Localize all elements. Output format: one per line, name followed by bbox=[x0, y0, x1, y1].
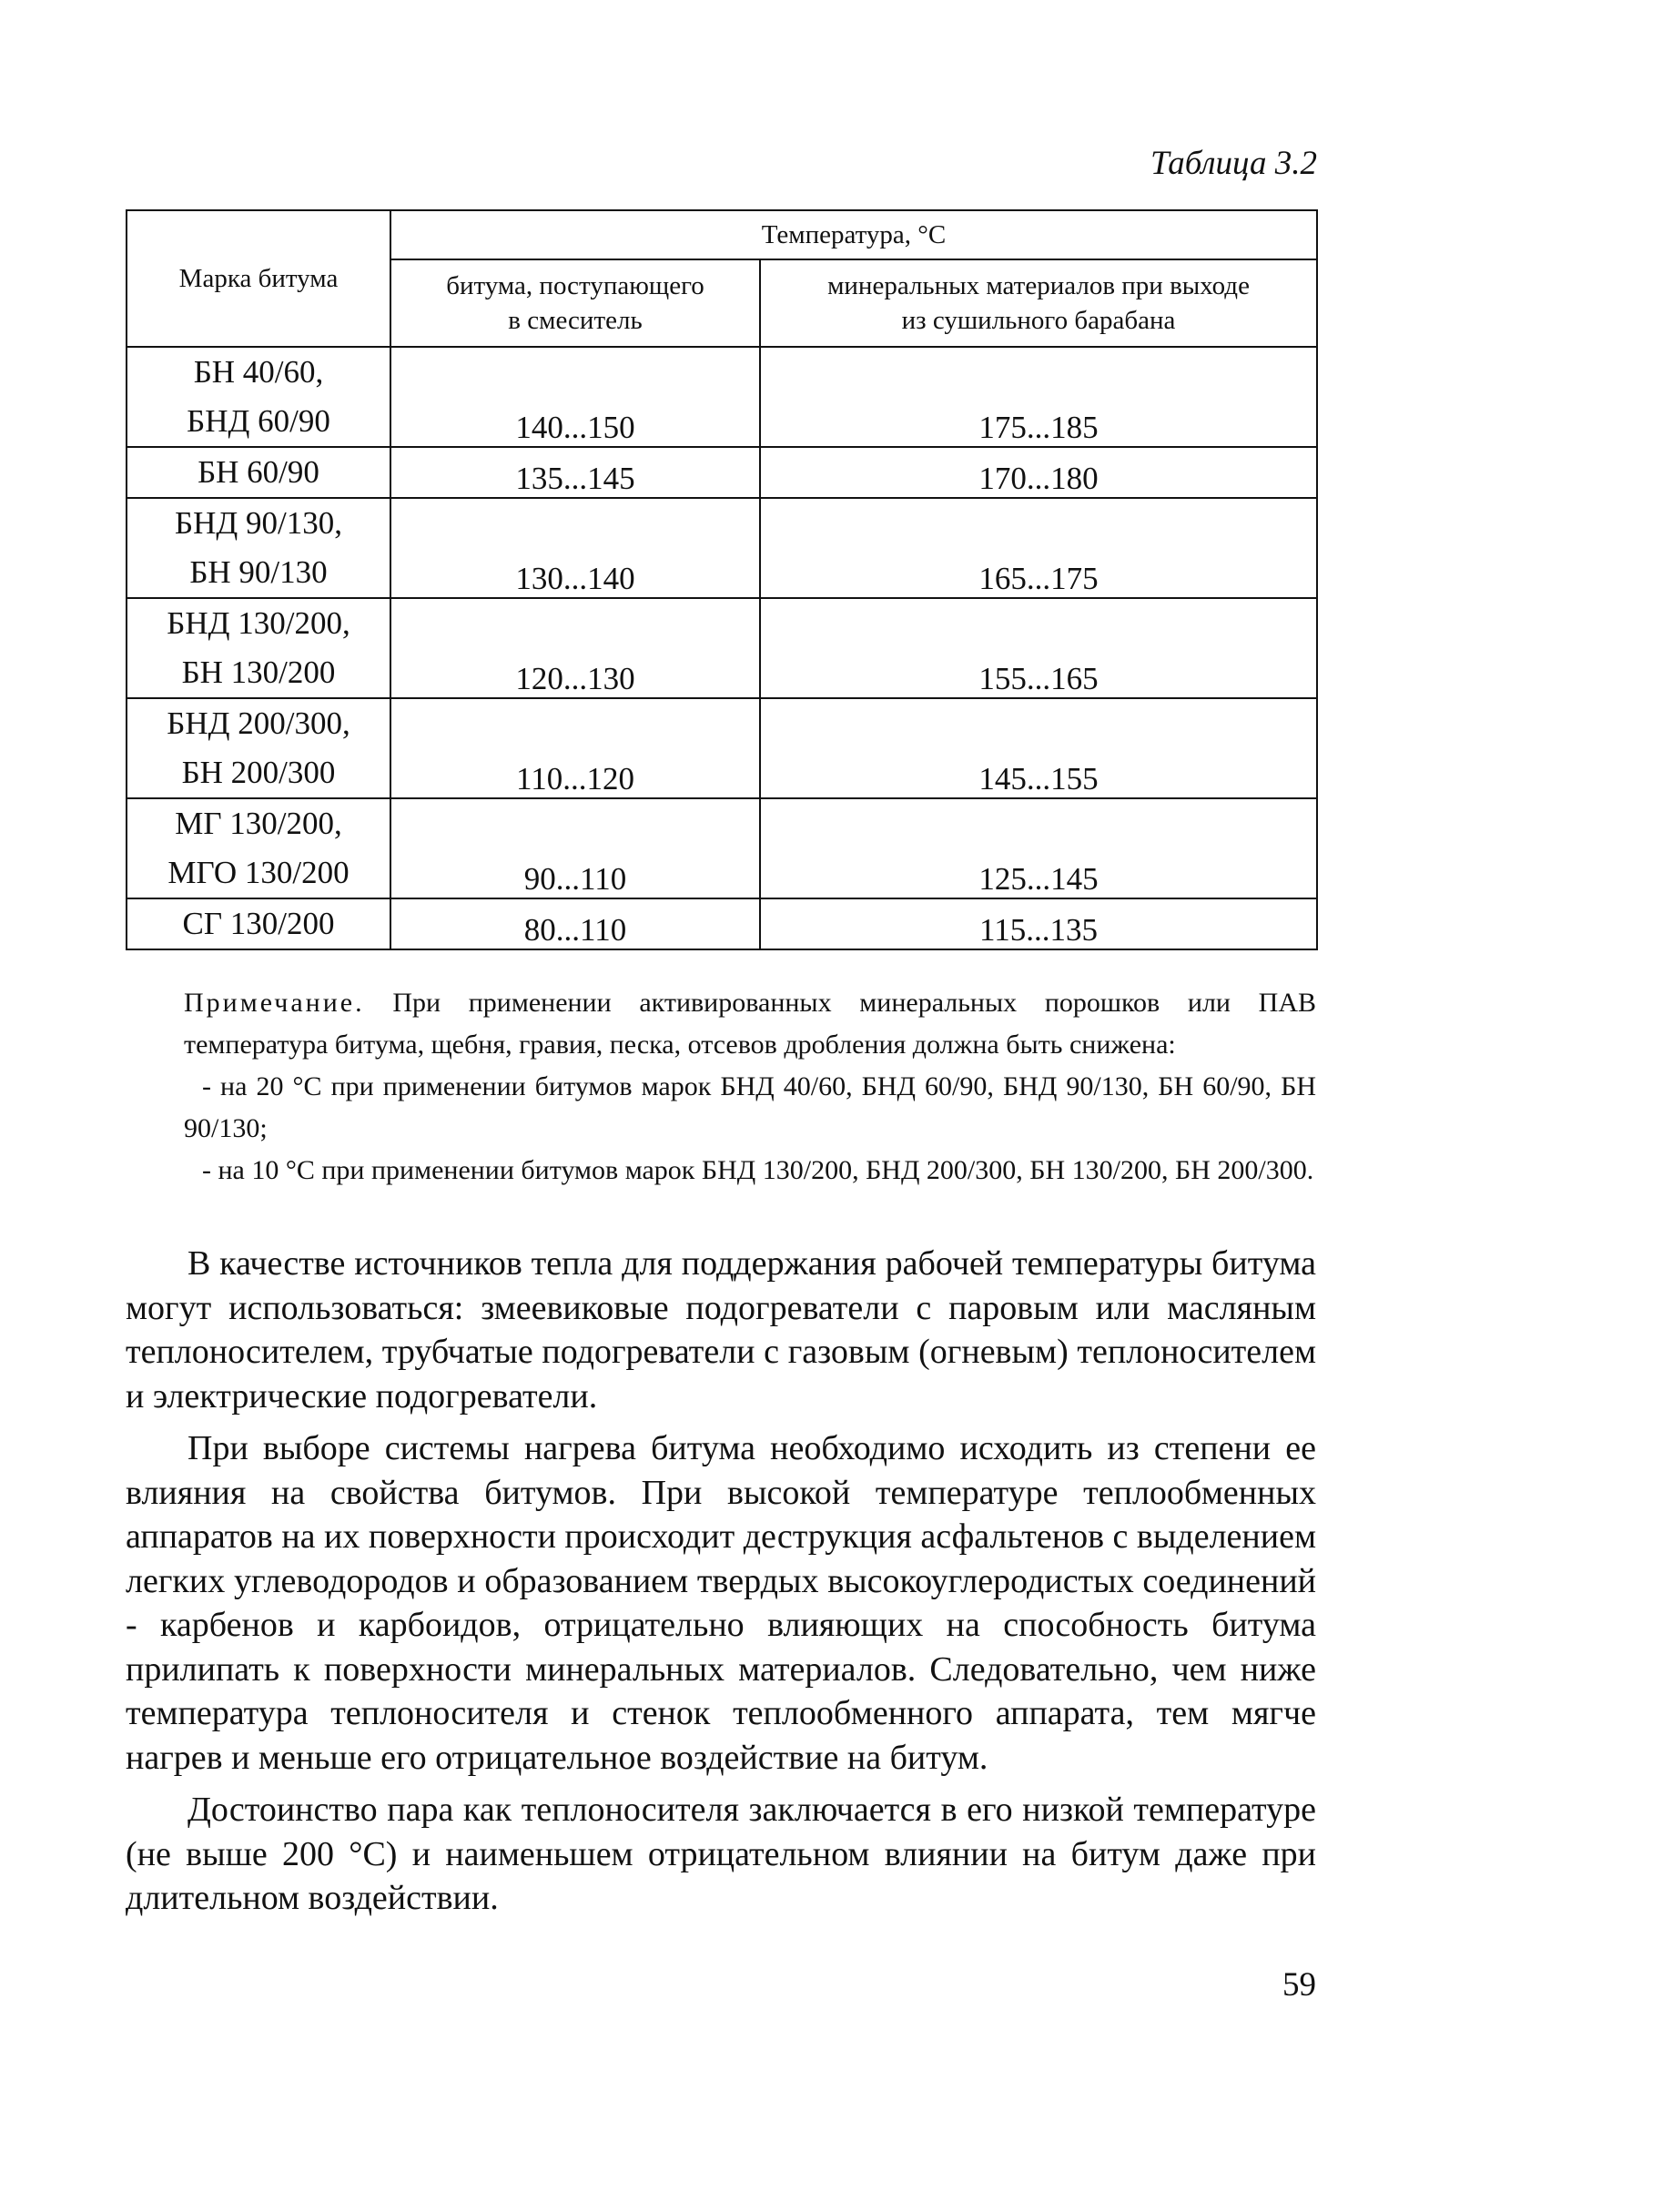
brand-cell bbox=[127, 798, 390, 898]
note-label: Примечание. bbox=[184, 988, 365, 1018]
bitumen-temp-cell: 90...110 bbox=[390, 798, 760, 898]
table-row bbox=[127, 498, 1317, 598]
bitumen-temp-cell: 80...110 bbox=[390, 898, 760, 949]
table-row bbox=[127, 698, 1317, 798]
header-brand: Марка битума bbox=[127, 210, 390, 347]
table-row bbox=[127, 798, 1317, 898]
brand-cell: СГ 130/200 bbox=[127, 898, 390, 949]
table-row bbox=[127, 447, 1317, 498]
bitumen-temp-cell: 110...120 bbox=[390, 698, 760, 798]
body-text bbox=[126, 1242, 1316, 1929]
bitumen-temp-cell: 120...130 bbox=[390, 598, 760, 698]
note-item: - на 20 °С при применении битумов марок БНД 40/60, БНД 60/90, БНД 90/130, БН 60/90, БН 90/130; bbox=[184, 1071, 1316, 1143]
brand-cell: БН 60/90 bbox=[127, 447, 390, 498]
header-bitumen bbox=[390, 259, 760, 347]
header-mineral-line1: минеральных материалов при выходе bbox=[827, 271, 1250, 300]
mineral-temp-cell: 125...145 bbox=[760, 798, 1317, 898]
table-row bbox=[127, 598, 1317, 698]
note-text: При применении активированных минеральных порошков или ПАВ температура битума, щебня, гравия, песка, отсевов дробления должна быть снижена: bbox=[184, 988, 1317, 1060]
mineral-temp-cell: 170...180 bbox=[760, 447, 1317, 498]
brand-cell bbox=[127, 598, 390, 698]
note-intro bbox=[184, 982, 1316, 1066]
mineral-temp-cell: 165...175 bbox=[760, 498, 1317, 598]
table-row bbox=[127, 347, 1317, 447]
bitumen-temperature-table bbox=[126, 209, 1318, 950]
mineral-temp-cell: 155...165 bbox=[760, 598, 1317, 698]
table-header-row-1 bbox=[127, 210, 1317, 259]
brand-line: БН 130/200 bbox=[181, 654, 336, 690]
header-bitumen-line1: битума, поступающего bbox=[446, 271, 704, 300]
bitumen-temp-cell: 130...140 bbox=[390, 498, 760, 598]
brand-line: МГО 130/200 bbox=[167, 855, 350, 890]
mineral-temp-cell: 115...135 bbox=[760, 898, 1317, 949]
paragraph: В качестве источников тепла для поддержания рабочей температуры битума могут использоваться: змеевиковые подогреватели с паровым или масляным теплоносителем, трубчатые подогреватели с газовым (огневым) теплоносителем и электрические подогреватели. bbox=[126, 1244, 1316, 1415]
brand-line: БН 90/130 bbox=[189, 554, 328, 590]
header-mineral-line2: из сушильного барабана bbox=[901, 306, 1176, 335]
brand-line: БНД 60/90 bbox=[187, 403, 330, 439]
paragraph: Достоинство пара как теплоносителя заключается в его низкой температуре (не выше 200 °С) и наименьшем отрицательном влиянии на битум даже при длительном воздействии. bbox=[126, 1791, 1316, 1917]
brand-line: БН 40/60, bbox=[193, 354, 324, 390]
table-row bbox=[127, 898, 1317, 949]
brand-cell bbox=[127, 498, 390, 598]
header-bitumen-line2: в смеситель bbox=[508, 306, 643, 335]
brand-line: БНД 200/300, bbox=[167, 705, 350, 741]
brand-cell bbox=[127, 698, 390, 798]
table-caption: Таблица 3.2 bbox=[1150, 145, 1317, 182]
brand-line: БНД 130/200, bbox=[167, 605, 350, 641]
brand-line: БН 200/300 bbox=[181, 755, 336, 790]
header-mineral bbox=[760, 259, 1317, 347]
brand-cell bbox=[127, 347, 390, 447]
bitumen-temp-cell: 140...150 bbox=[390, 347, 760, 447]
table-note bbox=[184, 982, 1316, 1192]
brand-line: МГ 130/200, bbox=[175, 806, 342, 841]
header-temperature: Температура, °С bbox=[390, 210, 1317, 259]
note-item: - на 10 °С при применении битумов марок БНД 130/200, БНД 200/300, БН 130/200, БН 200/300. bbox=[202, 1155, 1314, 1185]
mineral-temp-cell: 175...185 bbox=[760, 347, 1317, 447]
page-number: 59 bbox=[1282, 1966, 1316, 2004]
mineral-temp-cell: 145...155 bbox=[760, 698, 1317, 798]
paragraph: При выборе системы нагрева битума необходимо исходить из степени ее влияния на свойства битумов. При высокой температуре теплообменных аппаратов на их поверхности происходит деструкция асфальтенов с выделением легких углеводородов и образованием твердых высокоуглеродистых соединений - карбенов и карбоидов, отрицательно влияющих на способность битума прилипать к поверхности минеральных материалов. Следовательно, чем ниже температура теплоносителя и стенок теплообменного аппарата, тем мягче нагрев и меньше его отрицательное воздействие на битум. bbox=[126, 1429, 1316, 1777]
bitumen-temp-cell: 135...145 bbox=[390, 447, 760, 498]
brand-line: БНД 90/130, bbox=[175, 505, 342, 541]
